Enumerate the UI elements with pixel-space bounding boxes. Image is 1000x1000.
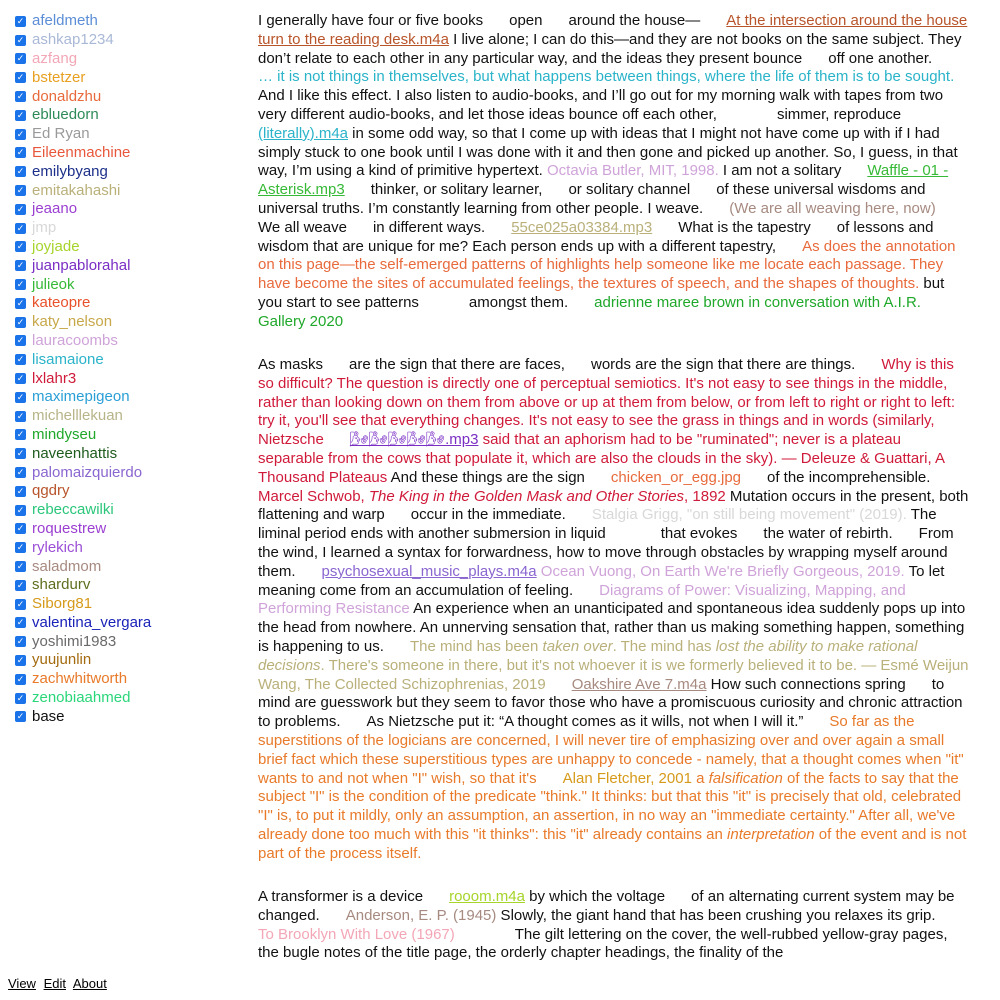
media-link[interactable]: Oakshire Ave 7.m4a xyxy=(571,675,707,693)
user-toggle-row[interactable] xyxy=(15,388,225,407)
body-text: simmer, reproduce xyxy=(776,105,902,123)
annotation-text: (We are all weaving here, now) xyxy=(729,199,936,217)
text-paragraph xyxy=(258,356,970,864)
checkbox-checked-icon[interactable]: ✓ xyxy=(16,354,25,365)
user-toggle-row[interactable] xyxy=(15,125,225,144)
checkbox-checked-icon[interactable]: ✓ xyxy=(16,147,25,158)
user-toggle-row[interactable] xyxy=(15,444,225,463)
checkbox-checked-icon[interactable]: ✓ xyxy=(16,711,25,722)
view-link[interactable]: View xyxy=(8,976,36,991)
checkbox-checked-icon[interactable]: ✓ xyxy=(16,222,25,233)
annotation-text: chicken_or_egg.jpg xyxy=(610,468,741,486)
annotation-text: of the event and is not part of the process itself. xyxy=(258,825,967,862)
body-text: Mutation occurs in the present, both flattening and warp xyxy=(258,487,969,524)
annotation-text: Octavia Butler, MIT, 1998. xyxy=(542,162,719,180)
checkbox-checked-icon[interactable]: ✓ xyxy=(16,467,25,478)
media-link[interactable]: 🌬🌬🌬🌬🌬.mp3 xyxy=(349,431,479,449)
body-text: the water of rebirth. xyxy=(763,525,893,543)
checkbox-checked-icon[interactable]: ✓ xyxy=(16,542,25,553)
media-link[interactable]: (literally).m4a xyxy=(258,124,349,142)
user-name: mindyseu xyxy=(32,425,97,443)
user-toggle-row[interactable] xyxy=(15,106,225,125)
media-link[interactable]: At the intersection around the house turn to the reading desk.m4a xyxy=(258,12,968,48)
user-toggle-row[interactable] xyxy=(15,707,225,726)
edit-link[interactable]: Edit xyxy=(43,976,66,991)
body-text: off one another. xyxy=(828,49,933,67)
checkbox-checked-icon[interactable]: ✓ xyxy=(16,579,25,590)
checkbox-checked-icon[interactable]: ✓ xyxy=(16,335,25,346)
body-text: From the wind, I learned a syntax for forwardness, how to move through obstacles by wrapping myself around them. xyxy=(258,525,954,580)
user-name: zachwhitworth xyxy=(32,670,128,688)
body-text: Slowly, the giant hand that has been crushing you relaxes its grip. xyxy=(496,906,936,924)
user-name: jmp xyxy=(32,219,57,237)
body-text: of the incomprehensible. xyxy=(767,468,931,486)
annotation-text: Diagrams of Power: Visualizing, Mapping, and Performing Resistance xyxy=(258,581,906,618)
user-toggle-row[interactable] xyxy=(15,144,225,163)
user-name: azfang xyxy=(32,49,78,67)
user-toggle-row[interactable] xyxy=(15,50,225,69)
checkbox-checked-icon[interactable]: ✓ xyxy=(16,279,25,290)
user-name: michelllekuan xyxy=(32,407,123,425)
user-toggle-row[interactable] xyxy=(15,463,225,482)
media-link[interactable]: rooom.m4a xyxy=(449,888,525,906)
user-toggle-row[interactable] xyxy=(15,350,225,369)
body-text: of these universal wisdoms and xyxy=(716,181,926,199)
media-link[interactable]: 55ce025a03384.mp3 xyxy=(511,218,653,236)
checkbox-checked-icon[interactable]: ✓ xyxy=(16,316,25,327)
user-name: base xyxy=(32,707,65,725)
annotation-text: Stalgia Grigg, "on still being movement" (2019). xyxy=(591,506,907,524)
annotation-text: To Brooklyn With Love (1967) xyxy=(258,925,455,943)
annotation-text: of the facts to say that the subject "I" is the condition of the predicate "think." It thinks: but that this "it" is precisely that old, celebrated "I" is, to put it mildly, only an assumption, an assertion, in no way an "immediate certainty." After all, we've already done too much with this "it thinks": this "it" already contains an xyxy=(258,769,962,843)
user-name: donaldzhu xyxy=(32,87,102,105)
user-toggle-row[interactable] xyxy=(15,651,225,670)
annotation-text: So far as the superstitions of the logicians are concerned, I will never tire of emphasizing over and over again a small brief fact which these superstitious types are unhappy to concede - namely, that a thought comes when "it" wants to and not when "I" wish, so that it's xyxy=(258,713,964,787)
checkbox-checked-icon[interactable]: ✓ xyxy=(16,297,25,308)
user-toggle-row[interactable] xyxy=(15,689,225,708)
body-text: but you start to see patterns xyxy=(258,275,945,311)
user-toggle-row[interactable] xyxy=(15,68,225,87)
checkbox-checked-icon[interactable]: ✓ xyxy=(16,373,25,384)
body-text: or solitary channel xyxy=(568,181,691,199)
checkbox-checked-icon[interactable]: ✓ xyxy=(16,636,25,647)
user-toggle-row[interactable] xyxy=(15,238,225,257)
body-text: How such connections spring xyxy=(706,675,906,693)
user-toggle-row[interactable] xyxy=(15,12,225,31)
user-name: lisamaione xyxy=(32,350,104,368)
user-name: maximepigeon xyxy=(32,388,130,406)
body-text: in different ways. xyxy=(372,218,486,236)
user-toggle-row[interactable] xyxy=(15,520,225,539)
user-name: qgdry xyxy=(32,482,70,500)
user-name: valentina_vergara xyxy=(32,613,152,631)
checkbox-checked-icon[interactable]: ✓ xyxy=(16,692,25,703)
body-text: The liminal period ends with another submersion in liquid xyxy=(258,506,937,543)
user-toggle-row[interactable] xyxy=(15,200,225,219)
body-text: And I like this effect. I also listen to audio-books, and I’ll go out for my morning walk with tapes from two very different audio-books, and let those ideas bounce off each other, xyxy=(258,87,944,123)
user-name: ebluedorn xyxy=(32,106,99,124)
user-name: rylekich xyxy=(32,538,83,556)
user-toggle-row[interactable] xyxy=(15,181,225,200)
user-name: lauracoombs xyxy=(32,331,118,349)
annotation-text: Marcel Schwob, xyxy=(258,487,369,505)
user-toggle-row[interactable] xyxy=(15,313,225,332)
user-toggle-row[interactable] xyxy=(15,407,225,426)
user-name: kateopre xyxy=(32,294,91,312)
annotation-text: Ocean Vuong, On Earth We're Briefly Gorgeous, 2019. xyxy=(536,562,905,580)
checkbox-checked-icon[interactable]: ✓ xyxy=(16,617,25,628)
body-text: universal truths. I’m constantly learning from other people. I weave. xyxy=(258,199,704,217)
body-text: around the house— xyxy=(568,12,701,29)
user-name: yuujunlin xyxy=(32,651,92,669)
checkbox-checked-icon[interactable]: ✓ xyxy=(16,34,25,45)
user-toggle-row[interactable] xyxy=(15,294,225,313)
body-text: open xyxy=(509,12,543,29)
user-toggle-row[interactable] xyxy=(15,632,225,651)
checkbox-checked-icon[interactable]: ✓ xyxy=(16,429,25,440)
checkbox-checked-icon[interactable]: ✓ xyxy=(16,504,25,515)
user-toggle-row[interactable] xyxy=(15,538,225,557)
annotation-text: taken over xyxy=(542,638,613,655)
footer-nav xyxy=(8,976,111,991)
annotation-text: , 1892 xyxy=(684,487,726,505)
checkbox-checked-icon[interactable]: ✓ xyxy=(16,561,25,571)
annotation-text: Anderson, E. P. (1945) xyxy=(345,906,497,924)
checkbox-checked-icon[interactable]: ✓ xyxy=(16,523,25,534)
annotation-text: said that an aphorism had to be "ruminated"; never is a plateau separable from the cows that populate it, which are also the clouds in the sky). — Deleuze & Guattari, A Thousand Plateaus xyxy=(258,431,945,486)
annotated-text-content xyxy=(258,12,970,988)
user-name: palomaizquierdo xyxy=(32,463,143,481)
user-name: jeaano xyxy=(32,200,78,218)
user-name: Eileenmachine xyxy=(32,143,131,161)
user-name: bstetzer xyxy=(32,68,86,86)
body-text: that evokes xyxy=(660,525,738,543)
checkbox-checked-icon[interactable]: ✓ xyxy=(16,260,25,271)
checkbox-checked-icon[interactable]: ✓ xyxy=(16,109,25,120)
annotation-text: Why is this so difficult? The question is directly one of perceptual semiotics. It's not easy to see things in the middle, rather than looking down on them from above or up at them from below, or from left to right or right to left: try it, you'll see that everything changes. It's not easy to see the grass in things and in words (similarly, Nietzsche xyxy=(258,356,956,449)
checkbox-checked-icon[interactable]: ✓ xyxy=(16,203,25,214)
checkbox-checked-icon[interactable]: ✓ xyxy=(16,15,25,26)
annotation-text: adrienne maree brown in conversation with A.I.R. Gallery 2020 xyxy=(258,293,921,330)
media-link[interactable]: psychosexual_music_plays.m4a xyxy=(321,562,537,580)
user-toggle-row[interactable] xyxy=(15,31,225,50)
user-name: Ed Ryan xyxy=(32,125,90,143)
body-text: I generally have four or five books xyxy=(258,12,484,29)
user-name: afeldmeth xyxy=(32,12,98,30)
checkbox-checked-icon[interactable]: ✓ xyxy=(16,53,25,64)
checkbox-checked-icon[interactable]: ✓ xyxy=(16,72,25,83)
body-text: To let meaning come from an accumulation of feeling. xyxy=(258,562,945,599)
user-toggle-row[interactable] xyxy=(15,162,225,181)
checkbox-checked-icon[interactable]: ✓ xyxy=(16,391,25,402)
checkbox-checked-icon[interactable]: ✓ xyxy=(16,654,25,665)
user-name: joyjade xyxy=(32,237,80,255)
body-text: amongst them. xyxy=(468,293,569,311)
annotation-text: As does the annotation on this page—the self-emerged patterns of highlights help someone like me locate each passage. They have become the sites of accumulated feelings, the textures of speech, and the shapes of thoughts. xyxy=(258,237,956,293)
checkbox-checked-icon[interactable]: ✓ xyxy=(16,410,25,421)
body-text: of lessons and wisdom that are unique for me? Each person ends up with a different tapestry, xyxy=(258,218,934,255)
checkbox-checked-icon[interactable]: ✓ xyxy=(16,185,25,196)
body-text: occur in the immediate. xyxy=(410,506,566,524)
body-text: As masks xyxy=(258,356,324,374)
user-toggle-row[interactable] xyxy=(15,332,225,351)
body-text: We all weave xyxy=(258,218,347,236)
body-text: thinker, or solitary learner, xyxy=(370,181,543,199)
checkbox-checked-icon[interactable]: ✓ xyxy=(16,128,25,139)
annotation-text: . The mind has xyxy=(612,638,716,655)
about-link[interactable]: About xyxy=(72,976,107,991)
user-name: ashkap1234 xyxy=(32,31,114,49)
user-toggle-row[interactable] xyxy=(15,369,225,388)
user-toggle-row[interactable] xyxy=(15,275,225,294)
text-paragraph xyxy=(258,888,970,963)
annotation-text: The King in the Golden Mask and Other Stories xyxy=(368,487,685,505)
checkbox-checked-icon[interactable]: ✓ xyxy=(16,91,25,102)
user-toggle-row[interactable] xyxy=(15,557,225,576)
user-toggle-row[interactable] xyxy=(15,219,225,238)
user-name: Siborg81 xyxy=(32,595,93,613)
user-name: juanpablorahal xyxy=(32,256,131,274)
body-text: As Nietzsche put it: “A thought comes as it wills, not when I will it.” xyxy=(366,713,804,731)
user-name: emitakahashi xyxy=(32,181,121,199)
body-text: The gilt lettering on the cover, the well-rubbed yellow-gray pages, the bugle notes of the title page, the orderly chapter headings, the finality of the xyxy=(258,925,948,962)
user-name: saladmom xyxy=(32,557,102,575)
checkbox-checked-icon[interactable]: ✓ xyxy=(16,241,25,252)
body-text: words are the sign that there are things. xyxy=(590,356,856,374)
user-toggle-row[interactable] xyxy=(15,256,225,275)
user-name: lxlahr3 xyxy=(32,369,77,387)
user-name: roquestrew xyxy=(32,519,107,537)
checkbox-checked-icon[interactable]: ✓ xyxy=(16,485,25,496)
body-text: And these things are the sign xyxy=(387,468,585,486)
annotation-text: … it is not things in themselves, but what happens between things, where the life of them is to be sought. xyxy=(258,68,955,86)
annotation-text: lost the ability to make rational decisions xyxy=(258,638,918,674)
media-link[interactable]: Waffle - 01 - Asterisk.mp3 xyxy=(258,162,949,199)
user-toggle-row[interactable] xyxy=(15,670,225,689)
user-name: zenobiaahmed xyxy=(32,689,131,707)
body-text: I live alone; I can do this—and they are not books on the same subject. They don’t relate to each other in any particular way, and the ideas they present bounce xyxy=(258,30,962,67)
annotation-text: a xyxy=(691,769,709,787)
checkbox-checked-icon[interactable]: ✓ xyxy=(16,166,25,177)
user-toggle-row[interactable] xyxy=(15,614,225,633)
body-text: An experience when an unanticipated and spontaneous idea suddenly pops up into the head from nowhere. An unnerving sensation that, rather than us making something happen, something is happening to us. xyxy=(258,600,966,655)
body-text: I am not a solitary xyxy=(718,162,842,180)
checkbox-checked-icon[interactable]: ✓ xyxy=(16,673,25,684)
checkbox-checked-icon[interactable]: ✓ xyxy=(16,598,25,609)
annotation-text: . There's someone in there, but it's not whoever it is we formerly believed it to be. — Esmé Weijun Wang, The Collected Schizophrenias, 2019 xyxy=(258,656,969,693)
user-name: naveenhattis xyxy=(32,444,118,462)
annotation-text: interpretation xyxy=(727,825,815,843)
text-paragraph xyxy=(258,12,970,332)
annotation-text: The mind has been xyxy=(409,638,543,655)
user-toggle-row[interactable] xyxy=(15,595,225,614)
body-text: A transformer is a device xyxy=(258,888,424,906)
user-toggle-row[interactable] xyxy=(15,576,225,595)
checkbox-checked-icon[interactable]: ✓ xyxy=(16,448,25,459)
body-text: by which the voltage xyxy=(524,888,666,906)
user-name: emilybyang xyxy=(32,162,108,180)
user-name: yoshimi1983 xyxy=(32,632,117,650)
body-text: of an alternating current system may be changed. xyxy=(258,888,955,924)
body-text: in some odd way, so that I come up with ideas that I might not have come up with if I had simply stuck to one book until I was done with it and then gone and picked up another. So, I guess, in that way, I’m using a kind of primitive hypertext. xyxy=(258,124,958,180)
user-toggle-row[interactable] xyxy=(15,426,225,445)
user-name: julieok xyxy=(32,275,75,293)
body-text: are the sign that there are faces, xyxy=(349,356,565,374)
user-name: katy_nelson xyxy=(32,313,113,331)
user-name: rebeccawilki xyxy=(32,501,114,519)
user-toggle-row[interactable] xyxy=(15,482,225,501)
user-toggle-row[interactable] xyxy=(15,87,225,106)
annotation-text: Alan Fletcher, 2001 xyxy=(562,769,692,787)
user-filter-sidebar xyxy=(15,12,225,726)
user-toggle-row[interactable] xyxy=(15,501,225,520)
body-text: What is the tapestry xyxy=(678,218,811,236)
annotation-text: falsification xyxy=(708,769,783,787)
body-text: to mind are guesswork but they seem to favor those who have a promiscuous curiosity and chronic attraction to problems. xyxy=(258,675,963,731)
user-name: shardurv xyxy=(32,576,91,594)
